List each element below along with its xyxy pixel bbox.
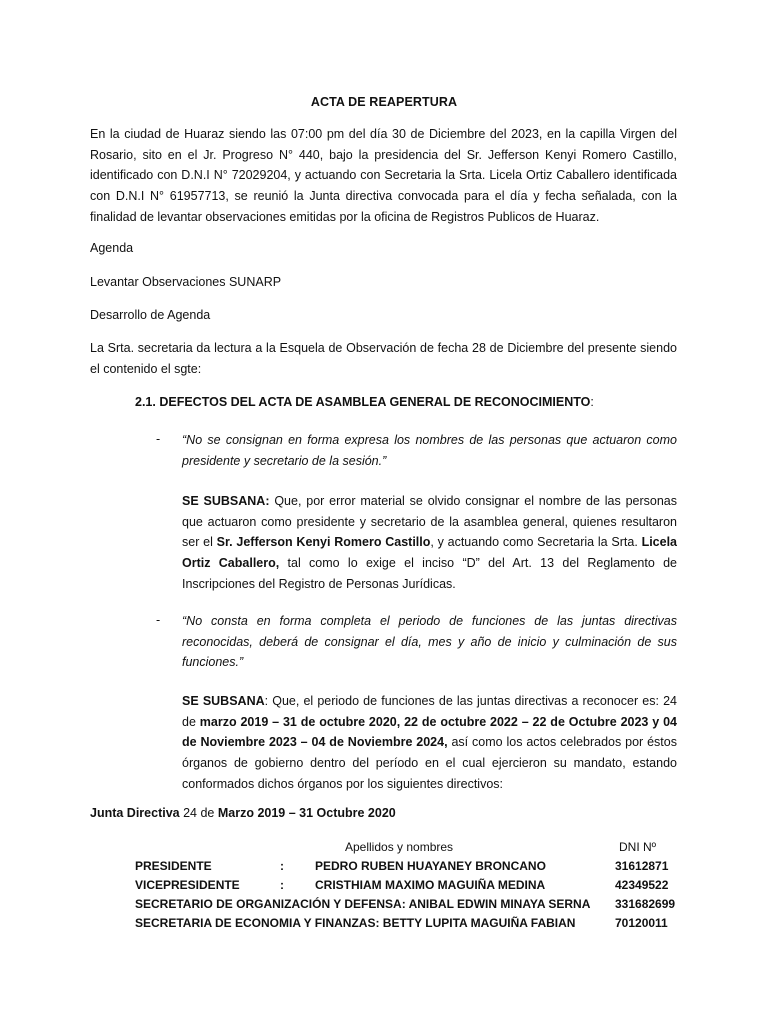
table-row: [135, 914, 709, 933]
member-dni: 42349522: [615, 878, 669, 892]
section-heading-2-1: [135, 395, 594, 409]
header-dni: DNI Nº: [619, 840, 657, 854]
junta-date-text: 24 de: [179, 806, 218, 820]
secretaria-paragraph: La Srta. secretaria da lectura a la Esquela de Observación de fecha 28 de Diciembre del presente siendo el contenido el sgte:: [90, 341, 677, 376]
header-names: Apellidos y nombres: [345, 840, 454, 854]
resolution-text: Que, por error material se olvido consignar el nombre de las personas que actuaron como presidente y secretario de la asamblea general, quienes resultaron ser el: [182, 494, 677, 550]
member-dni: 31612871: [615, 859, 669, 873]
se-subsana-label: SE SUBSANA: [182, 694, 265, 708]
member-role-name: SECRETARIO DE ORGANIZACIÓN Y DEFENSA: ANIBAL EDWIN MINAYA SERNA: [135, 897, 591, 911]
member-dni: 331682699: [615, 897, 676, 911]
secretary-name: Licela Ortiz Caballero,: [182, 535, 677, 571]
junta-period-title: [90, 806, 396, 820]
junta-period: Marzo 2019 – 31 Octubre 2020: [217, 806, 396, 820]
president-name: Sr. Jefferson Kenyi Romero Castillo: [216, 535, 431, 550]
observation-2-resolution: [182, 691, 677, 795]
agenda-label: Agenda: [90, 241, 134, 255]
members-table: [135, 838, 709, 933]
members-header-row: [135, 838, 709, 857]
resolution-text: , y actuando como Secretaria la Srta.: [430, 535, 642, 550]
section-number: 2.1.: [135, 395, 156, 409]
intro-paragraph: En la ciudad de Huaraz siendo las 07:00 pm del día 30 de Diciembre del 2023, en la capilla Virgen del Rosario, sito en el Jr. Progreso N° 440, bajo la presidencia del Sr. Jefferson Kenyi Romero Castillo, identificado con D.N.I N° 72029204, y actuando con Secretaria la Srta. Licela Ortiz Caballero identificada con D.N.I N° 61957713, se reunió la Junta directiva convocada para el día y fecha señalada, con la finalidad de levantar observaciones emitidas por la oficina de Registros Publicos de Huaraz.: [90, 127, 677, 224]
section-heading-colon: :: [590, 395, 594, 409]
member-role: PRESIDENTE: [135, 859, 212, 873]
member-colon: :: [280, 878, 284, 892]
member-role-name: SECRETARIA DE ECONOMIA Y FINANZAS: BETTY LUPITA MAGUIÑA FABIAN: [135, 916, 576, 930]
member-role: VICEPRESIDENTE: [135, 878, 240, 892]
junta-label: Junta Directiva: [90, 806, 180, 820]
desarrollo-label: Desarrollo de Agenda: [90, 308, 211, 322]
resolution-text: así como los actos celebrados por éstos órganos de gobierno dentro del período en el cual ejercieron su mandato, estando conformados dichos órganos por los siguientes directivos:: [182, 735, 677, 791]
member-dni: 70120011: [615, 916, 668, 930]
header-empty: [135, 838, 280, 857]
observation-1-bullet: -: [156, 432, 161, 446]
observation-2-bullet: -: [156, 613, 161, 627]
member-name: CRISTHIAM MAXIMO MAGUIÑA MEDINA: [315, 878, 546, 892]
document-title: ACTA DE REAPERTURA: [310, 95, 458, 109]
observation-1-quote: “No se consignan en forma expresa los nombres de las personas que actuaron como presidente y secretario de la sesión.”: [182, 433, 677, 468]
resolution-text: tal como lo exige el inciso “D” del Art. 13 del Reglamento de Inscripciones del Registro de Personas Jurídicas.: [182, 556, 677, 591]
se-subsana-label: SE SUBSANA:: [182, 494, 270, 508]
header-empty: [280, 838, 315, 857]
table-row: [135, 876, 709, 895]
observation-1-resolution: [182, 491, 677, 595]
periods-text: marzo 2019 – 31 de octubre 2020, 22 de octubre 2022 – 22 de Octubre 2023 y 04 de Noviembre 2023 – 04 de Noviembre 2024,: [182, 714, 677, 750]
member-name: PEDRO RUBEN HUAYANEY BRONCANO: [315, 859, 546, 873]
resolution-text: : Que, el periodo de funciones de las juntas directivas a reconocer es: 24 de: [182, 694, 677, 729]
observation-2-quote: “No consta en forma completa el periodo de funciones de las juntas directivas reconocidas, deberá de consignar el día, mes y año de inicio y culminación de sus funciones.”: [182, 614, 677, 670]
table-row: [135, 895, 709, 914]
member-colon: :: [280, 859, 284, 873]
table-row: [135, 857, 709, 876]
section-heading-text: DEFECTOS DEL ACTA DE ASAMBLEA GENERAL DE RECONOCIMIENTO: [159, 395, 591, 409]
agenda-item: Levantar Observaciones SUNARP: [90, 275, 282, 289]
